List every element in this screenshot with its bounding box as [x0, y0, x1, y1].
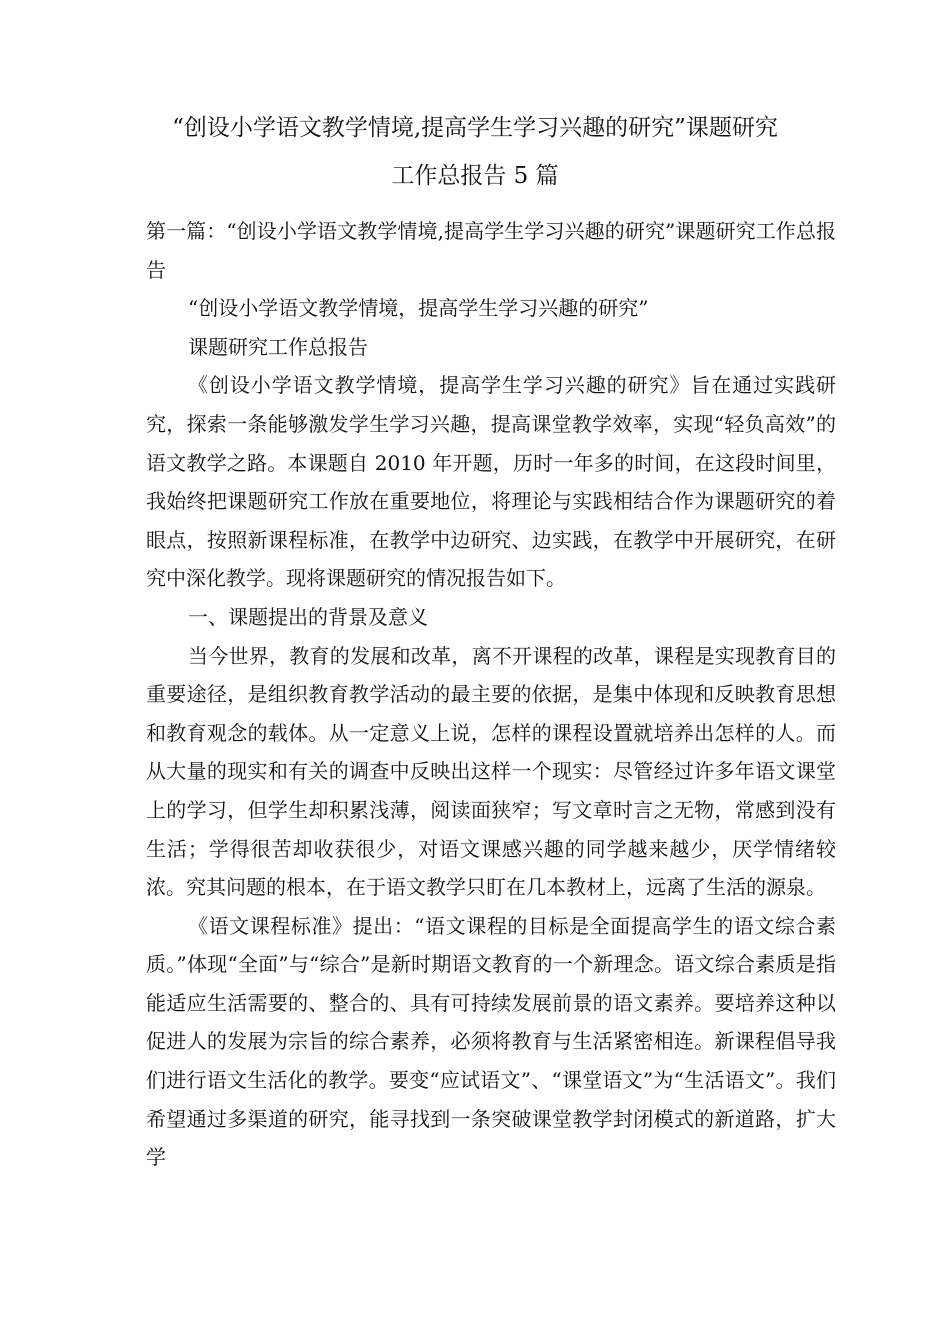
paragraph-intro: 《创设小学语文教学情境，提高学生学习兴趣的研究》旨在通过实践研究，探索一条能够激发学生学习兴趣，提高课堂教学效率，实现“轻负高效”的语文教学之路。本课题自 2010 年开题，历时一年多的时间，在这段时间里，我始终把课题研究工作放在重要地位，将理论与实践相结合作为课题研究的着眼点，按照新课程标准，在教学中边研究、边实践，在教学中开展研究，在研究中深化教学。现将课题研究的情况报告如下。 [146, 373, 836, 591]
paragraph-curriculum-standard: 《语文课程标准》提出：“语文课程的目标是全面提高学生的语文综合素质。”体现“全面”与“综合”是新时期语文教育的一个新理念。语文综合素质是指能适应生活需要的、整合的、具有可持续发展前景的语文素养。要培养这种以促进人的发展为宗旨的综合素养，必须将教育与生活紧密相连。新课程倡导我们进行语文生活化的教学。要变“应试语文”、“课堂语文”为“生活语文”。我们希望通过多渠道的研究，能寻找到一条突破课堂教学封闭模式的新道路，扩大学 [146, 913, 836, 1170]
document-body [146, 212, 836, 1177]
heading-background: 一、课题提出的背景及意义 [188, 604, 428, 629]
paragraph-background: 当今世界，教育的发展和改革，离不开课程的改革，课程是实现教育目的重要途径，是组织教育教学活动的最主要的依据，是集中体现和反映教育思想和教育观念的载体。从一定意义上说，怎样的课程设置就培养出怎样的人。而从大量的现实和有关的调查中反映出这样一个现实：尽管经过许多年语文课堂上的学习，但学生却积累浅薄，阅读面狭窄；写文章时言之无物，常感到没有生活；学得很苦却收获很少，对语文课感兴趣的同学越来越少，厌学情绪较浓。究其问题的根本，在于语文教学只盯在几本教材上，远离了生活的源泉。 [146, 643, 836, 900]
report-subtitle: “创设小学语文教学情境，提高学生学习兴趣的研究” [188, 296, 649, 321]
report-subtitle-2: 课题研究工作总报告 [188, 334, 368, 359]
title-line-1: “创设小学语文教学情境,提高学生学习兴趣的研究”课题研究 [172, 115, 778, 141]
document-title [120, 104, 830, 200]
title-line-2: 工作总报告 5 篇 [391, 163, 559, 189]
section-heading: 第一篇：“创设小学语文教学情境,提高学生学习兴趣的研究”课题研究工作总报告 [146, 219, 836, 282]
